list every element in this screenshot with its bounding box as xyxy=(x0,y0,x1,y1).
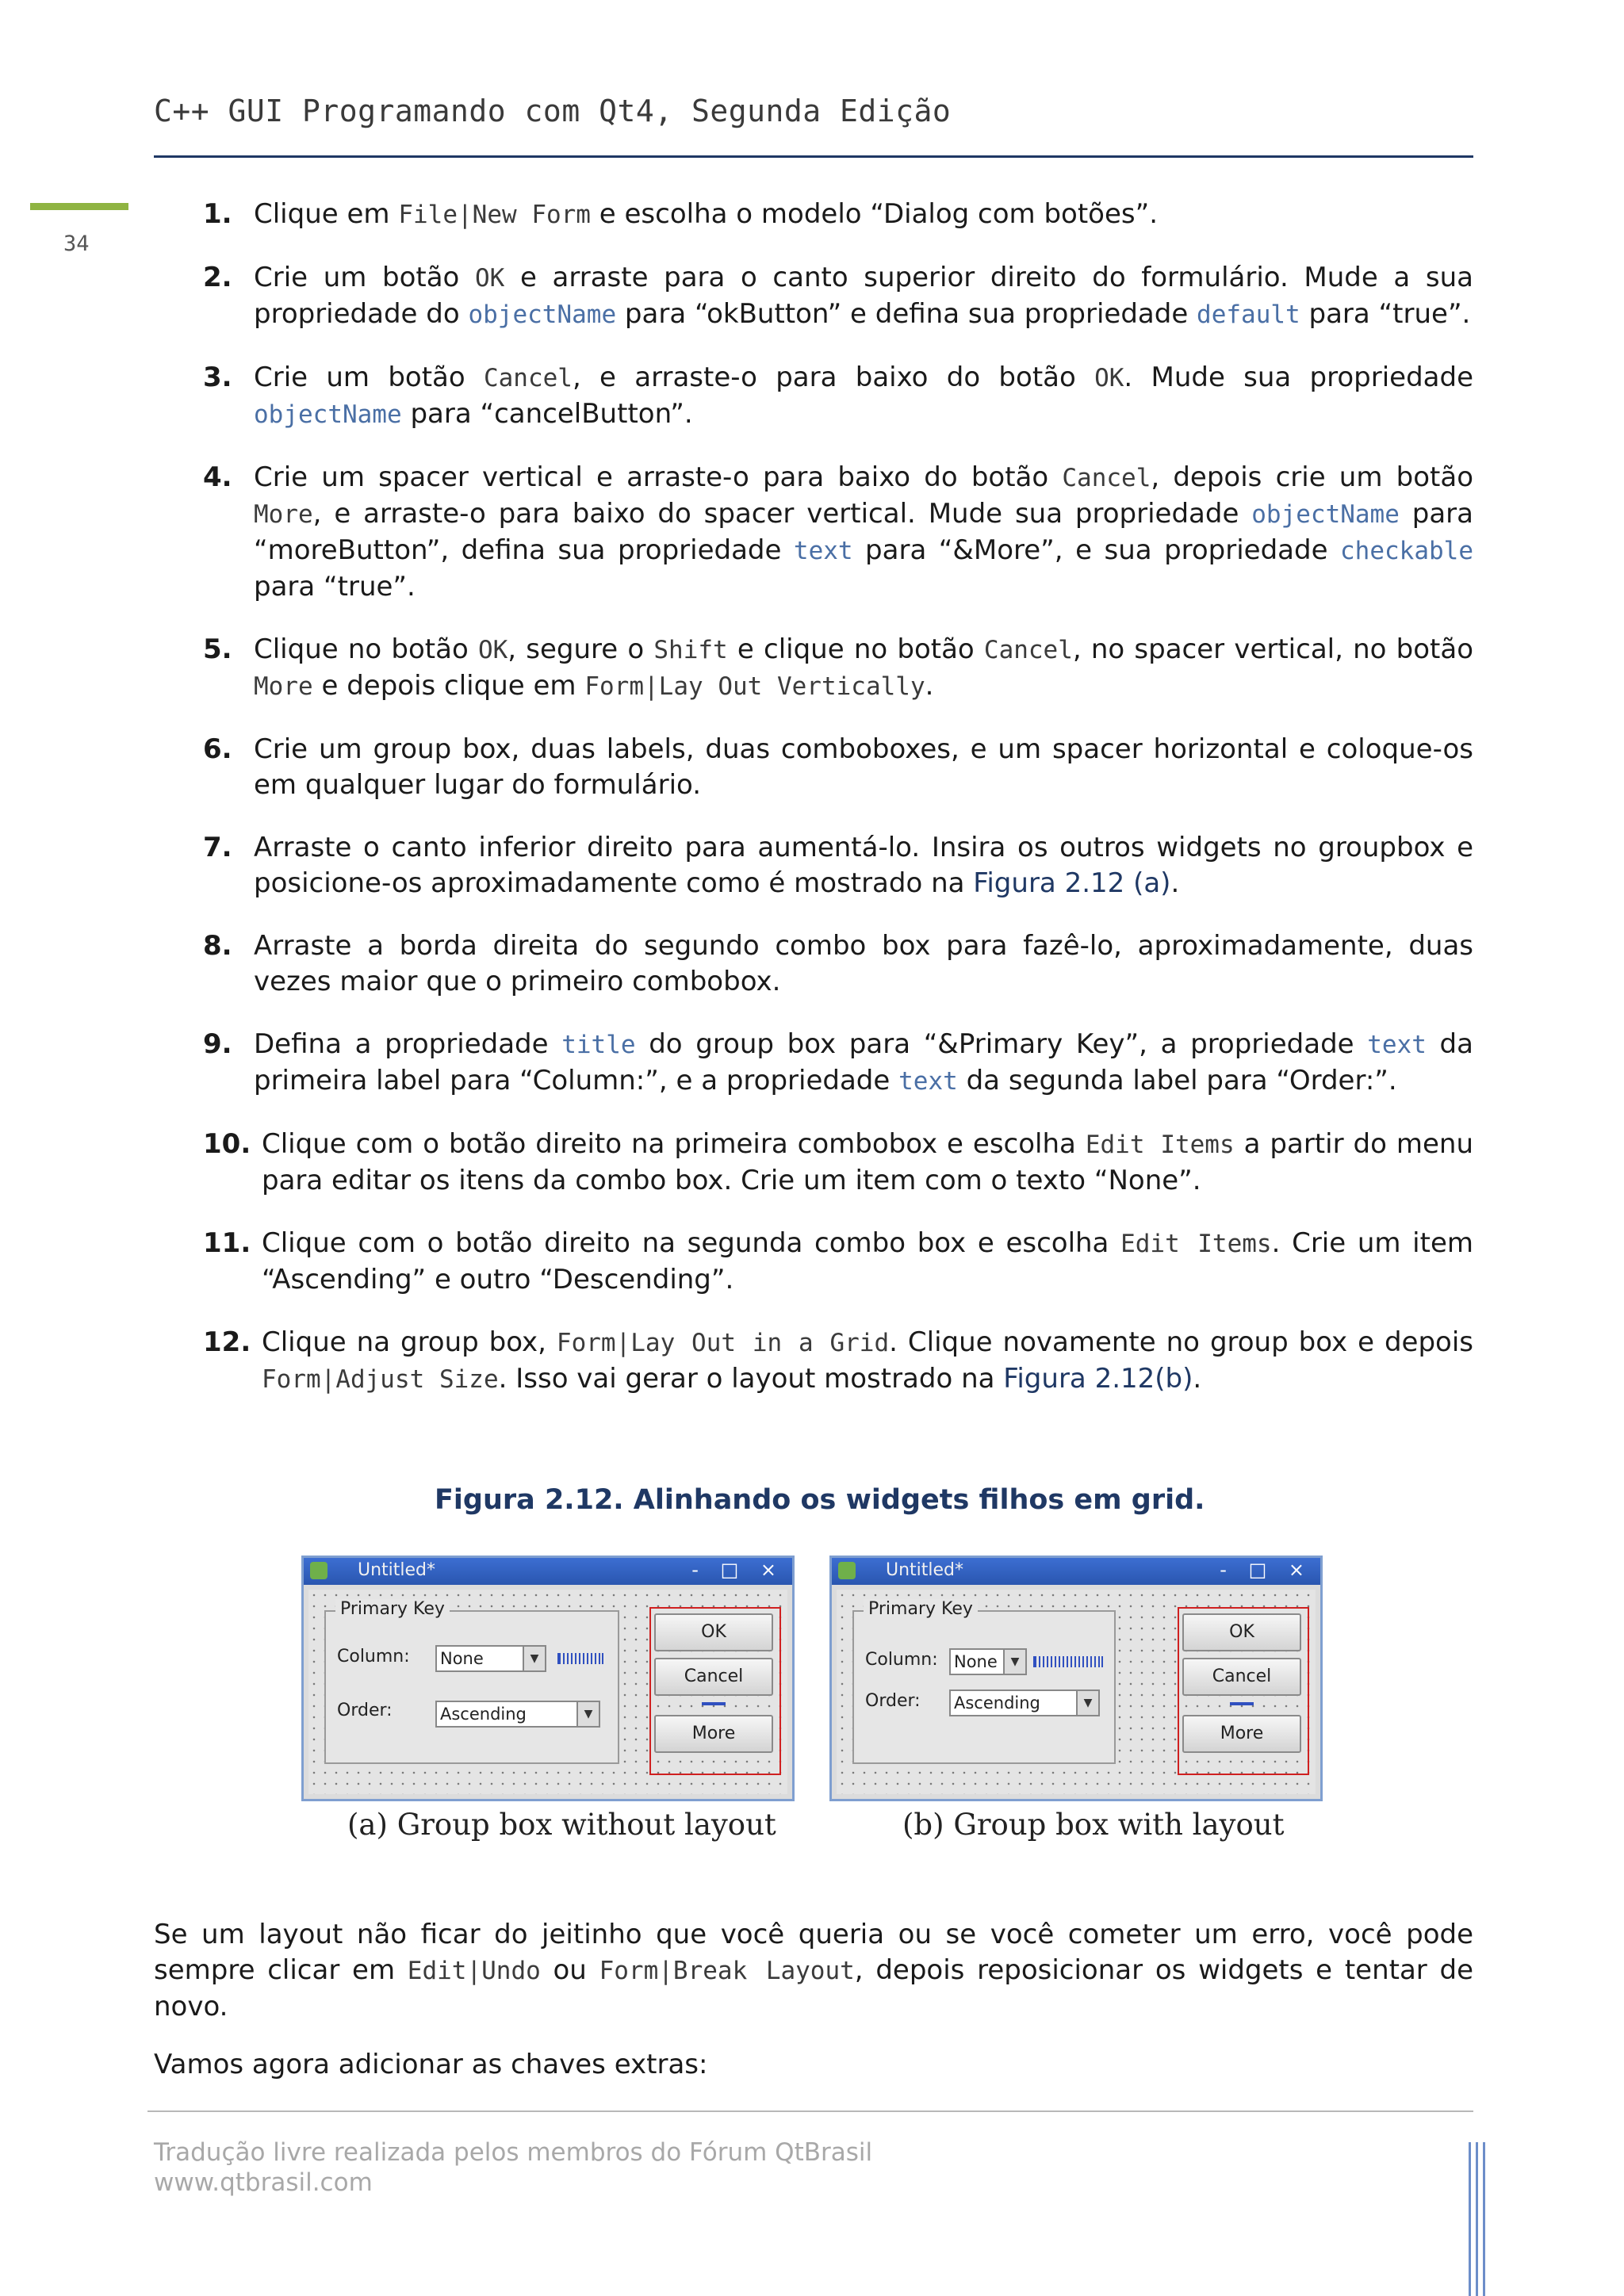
step-text: Crie um botão xyxy=(254,262,475,293)
footer-decoration xyxy=(1469,2142,1486,2296)
horizontal-spacer xyxy=(1033,1656,1103,1667)
running-header: C++ GUI Programando com Qt4, Segunda Edição xyxy=(154,94,952,128)
subfigure-caption-b: (b) Group box with layout xyxy=(902,1808,1285,1842)
figure-screenshot-b xyxy=(829,1556,1323,1801)
property-name: text xyxy=(898,1067,958,1096)
property-name: title xyxy=(561,1031,636,1059)
footer-url[interactable]: www.qtbrasil.com xyxy=(154,2168,373,2197)
page-marker xyxy=(30,203,128,210)
paragraph-text: ou xyxy=(540,1954,599,1986)
chevron-down-icon: ▼ xyxy=(1003,1650,1025,1674)
list-item xyxy=(203,1325,1473,1398)
order-label: Order: xyxy=(865,1691,921,1711)
list-item xyxy=(203,1226,1473,1298)
list-item xyxy=(203,197,1473,233)
app-icon xyxy=(310,1562,327,1579)
window-controls: - □ × xyxy=(1220,1559,1312,1581)
step-text: para “true”. xyxy=(254,571,416,603)
button-layout xyxy=(1178,1607,1309,1775)
step-text: a partir do menu para editar os itens da combo box. Crie um item com o texto “None”. xyxy=(262,1128,1473,1196)
window-titlebar xyxy=(304,1558,792,1585)
step-number: 3. xyxy=(203,362,232,393)
ok-button: OK xyxy=(1182,1613,1301,1651)
property-name: text xyxy=(1367,1031,1427,1059)
step-number: 11. xyxy=(203,1227,251,1259)
step-text: da segunda label para “Order:”. xyxy=(957,1065,1397,1096)
figure-screenshot-a xyxy=(301,1556,795,1801)
step-number: 12. xyxy=(203,1326,251,1358)
step-text: e depois clique em xyxy=(312,670,585,702)
property-name: text xyxy=(793,537,853,565)
body-paragraph xyxy=(154,1917,1473,2025)
step-text: , e arraste-o para baixo do spacer vertical. Mude sua propriedade xyxy=(312,498,1252,530)
property-name: objectName xyxy=(254,400,402,429)
column-combobox xyxy=(949,1648,1027,1675)
chevron-down-icon: ▼ xyxy=(576,1702,599,1726)
step-text: Crie um botão xyxy=(254,362,484,393)
list-item xyxy=(203,632,1473,705)
widget-name: Cancel xyxy=(983,636,1073,664)
step-text: Arraste o canto inferior direito para aumentá-lo. Insira os outros widgets no groupbox e posicione-os aproximadamente como é mostrado na xyxy=(254,832,1473,899)
designer-form xyxy=(837,1590,1316,1794)
horizontal-spacer xyxy=(557,1653,603,1664)
column-label: Column: xyxy=(865,1650,938,1670)
property-name: objectName xyxy=(468,300,617,329)
window-titlebar xyxy=(832,1558,1320,1585)
step-text: para “&More”, e sua propriedade xyxy=(852,534,1341,566)
figure-link[interactable]: Figura 2.12 (a) xyxy=(973,867,1171,899)
step-number: 6. xyxy=(203,733,232,765)
step-text: Clique com o botão direito na segunda combo box e escolha xyxy=(262,1227,1121,1259)
step-text: . Mude sua propriedade xyxy=(1124,362,1474,393)
step-text: Crie um group box, duas labels, duas comboboxes, e um spacer horizontal e coloque-os em qualquer lugar do formulário. xyxy=(254,733,1473,801)
window-title: Untitled* xyxy=(358,1560,436,1580)
step-text: para “true”. xyxy=(1300,298,1471,330)
step-text: da primeira label para “Column:”, e a propriedade xyxy=(254,1028,1473,1096)
menu-path: Form|Break Layout xyxy=(599,1957,855,1985)
group-box xyxy=(324,1599,619,1764)
step-text: Defina a propriedade xyxy=(254,1028,562,1060)
cancel-button: Cancel xyxy=(654,1658,773,1696)
step-number: 1. xyxy=(203,198,232,230)
property-name: default xyxy=(1197,300,1300,329)
step-text: , e arraste-o para baixo do botão xyxy=(572,362,1095,393)
property-name: checkable xyxy=(1340,537,1473,565)
combobox-value: Ascending xyxy=(954,1693,1040,1712)
step-number: 2. xyxy=(203,262,232,293)
group-box-title: Primary Key xyxy=(335,1599,450,1619)
step-number: 4. xyxy=(203,461,232,493)
step-number: 9. xyxy=(203,1028,232,1060)
widget-name: Cancel xyxy=(1062,464,1151,492)
menu-path: Edit Items xyxy=(1085,1131,1235,1159)
step-number: 5. xyxy=(203,633,232,665)
subfigure-caption-a: (a) Group box without layout xyxy=(347,1808,776,1842)
designer-form xyxy=(308,1590,787,1794)
menu-path: Form|Lay Out Vertically xyxy=(584,672,925,701)
window-controls: - □ × xyxy=(691,1559,784,1581)
step-text: Clique no botão xyxy=(254,633,478,665)
step-number: 10. xyxy=(203,1128,251,1160)
list-item xyxy=(203,732,1473,803)
body-paragraph: Vamos agora adicionar as chaves extras: xyxy=(154,2049,708,2080)
vertical-spacer xyxy=(1230,1702,1254,1705)
widget-name: OK xyxy=(1094,364,1124,392)
figure-caption: Figura 2.12. Alinhando os widgets filhos em grid. xyxy=(435,1484,1205,1516)
step-text: e escolha o modelo “Dialog com botões”. xyxy=(590,198,1159,230)
footer-credit: Tradução livre realizada pelos membros do Fórum QtBrasil xyxy=(154,2138,873,2167)
step-text: , segure o xyxy=(508,633,654,665)
combobox-value: None xyxy=(440,1649,484,1668)
step-text: Clique com o botão direito na primeira combobox e escolha xyxy=(262,1128,1086,1160)
step-number: 8. xyxy=(203,930,232,962)
list-item xyxy=(203,830,1473,901)
step-text: . xyxy=(925,670,934,702)
step-text: Clique em xyxy=(254,198,399,230)
combobox-value: Ascending xyxy=(440,1705,527,1724)
window-title: Untitled* xyxy=(886,1560,964,1580)
chevron-down-icon: ▼ xyxy=(1076,1691,1098,1715)
menu-path: Edit|Undo xyxy=(407,1957,541,1985)
chevron-down-icon: ▼ xyxy=(523,1647,545,1670)
step-text: Arraste a borda direita do segundo combo box para fazê-lo, aproximadamente, duas vezes maior que o primeiro combobox. xyxy=(254,930,1473,997)
group-box-title: Primary Key xyxy=(864,1599,978,1619)
more-button: More xyxy=(1182,1715,1301,1753)
list-item xyxy=(203,928,1473,1000)
step-text: para “moreButton”, defina sua propriedade xyxy=(254,498,1473,566)
step-text: . Clique novamente no group box e depois xyxy=(889,1326,1473,1358)
ok-button: OK xyxy=(654,1613,773,1651)
widget-name: OK xyxy=(475,264,505,293)
figure-link[interactable]: Figura 2.12(b) xyxy=(1003,1363,1193,1395)
header-rule xyxy=(154,155,1473,158)
column-combobox xyxy=(435,1645,546,1672)
order-label: Order: xyxy=(337,1701,393,1720)
widget-name: Cancel xyxy=(483,364,573,392)
menu-path: Edit Items xyxy=(1120,1230,1272,1258)
vertical-spacer xyxy=(702,1702,726,1705)
app-icon xyxy=(838,1562,856,1579)
list-item xyxy=(203,360,1473,433)
step-text: . Crie um item “Ascending” e outro “Descending”. xyxy=(262,1227,1473,1295)
list-item xyxy=(203,260,1473,333)
list-item xyxy=(203,1127,1473,1199)
page-number: 34 xyxy=(63,232,90,256)
step-text: e arraste para o canto superior direito do formulário. Mude a sua propriedade do xyxy=(254,262,1473,330)
step-text: para “cancelButton”. xyxy=(401,398,693,430)
order-combobox xyxy=(435,1701,600,1728)
step-text: . Isso vai gerar o layout mostrado na xyxy=(498,1363,1004,1395)
more-button: More xyxy=(654,1715,773,1753)
instruction-list xyxy=(203,197,1473,1425)
paragraph-text: , depois reposicionar os widgets e tentar de novo. xyxy=(154,1954,1473,2022)
order-combobox xyxy=(949,1689,1100,1716)
step-text: , no spacer vertical, no botão xyxy=(1072,633,1473,665)
step-text: Clique na group box, xyxy=(262,1326,557,1358)
list-item xyxy=(203,460,1473,605)
widget-name: More xyxy=(254,500,313,529)
step-text: Crie um spacer vertical e arraste-o para baixo do botão xyxy=(254,461,1063,493)
paragraph-text: Se um layout não ficar do jeitinho que você queria ou se você cometer um erro, você pode sempre clicar em xyxy=(154,1919,1473,1986)
column-label: Column: xyxy=(337,1647,410,1667)
step-number: 7. xyxy=(203,832,232,863)
combobox-value: None xyxy=(954,1652,998,1671)
key-name: Shift xyxy=(653,636,728,664)
widget-name: More xyxy=(254,672,313,701)
menu-path: Form|Adjust Size xyxy=(262,1365,499,1394)
footer-rule xyxy=(147,2110,1473,2112)
step-text: e clique no botão xyxy=(727,633,984,665)
menu-path: Form|Lay Out in a Grid xyxy=(556,1329,890,1357)
group-box xyxy=(852,1599,1116,1764)
button-layout xyxy=(649,1607,781,1775)
step-text: . xyxy=(1170,867,1180,899)
step-text: para “okButton” e defina sua propriedade xyxy=(616,298,1197,330)
step-text: do group box para “&Primary Key”, a propriedade xyxy=(635,1028,1368,1060)
step-text: . xyxy=(1193,1363,1202,1395)
widget-name: OK xyxy=(477,636,508,664)
step-text: , depois crie um botão xyxy=(1151,461,1473,493)
property-name: objectName xyxy=(1251,500,1400,529)
menu-path: File|New Form xyxy=(398,201,591,229)
cancel-button: Cancel xyxy=(1182,1658,1301,1696)
list-item xyxy=(203,1027,1473,1100)
footer xyxy=(154,2137,872,2198)
